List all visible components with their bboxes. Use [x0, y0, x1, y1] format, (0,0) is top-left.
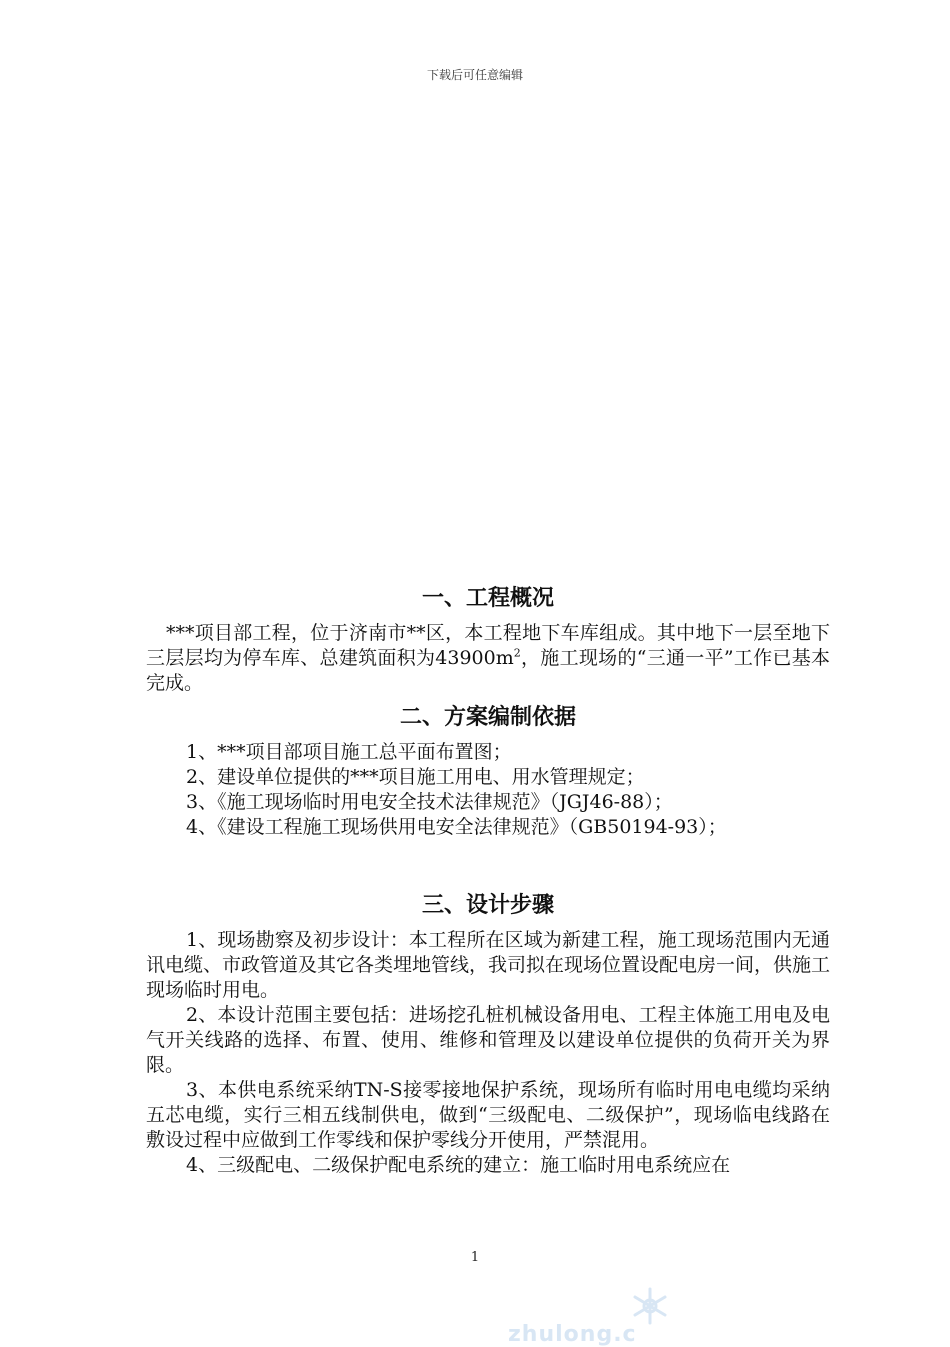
page-number: 1 [470, 1250, 480, 1265]
section-title-design-steps: 三、设计步骤 [421, 892, 554, 918]
design-step-2: 2、本设计范围主要包括：进场挖孔桩机械设备用电、工程主体施工用电及电气开关线路的选择、布置、使用、维修和管理及以建设单位提供的负荷开关为界限。 [146, 1004, 830, 1076]
basis-item-2: 2、建设单位提供的***项目施工用电、用水管理规定； [186, 766, 645, 788]
section-title-basis: 二、方案编制依据 [399, 704, 576, 730]
watermark-text: zhulong.c [508, 1322, 637, 1347]
design-step-4: 4、三级配电、二级保护配电系统的建立：施工临时用电系统应在 [186, 1154, 731, 1176]
basis-item-3: 3、《施工现场临时用电安全技术法律规范》（JGJ46-88）； [186, 791, 673, 813]
basis-item-4: 4、《建设工程施工现场供用电安全法律规范》（GB50194-93）； [186, 816, 727, 838]
document-body [146, 583, 830, 1178]
watermark [508, 1282, 708, 1347]
overview-text-pre: ***项目部工程，位于济南市**区，本工程地下车库组成。其中地下一层至地下三层层均为停车库、总建筑面积为43900m [146, 622, 830, 669]
page-header-note: 下载后可任意编辑 [426, 68, 523, 82]
design-step-1: 1、现场勘察及初步设计：本工程所在区域为新建工程，施工现场范围内无通讯电缆、市政管道及其它各类埋地管线，我司拟在现场位置设配电房一间，供施工现场临时用电。 [146, 929, 831, 1001]
section-title-overview: 一、工程概况 [421, 585, 554, 611]
snowflake-logo-icon [630, 1286, 670, 1326]
overview-superscript: 2 [513, 646, 521, 660]
overview-paragraph [146, 621, 830, 696]
overview-text-post: ，施工现场的“三通一平”工作已基本完成。 [146, 647, 830, 694]
basis-item-1: 1、***项目部项目施工总平面布置图； [186, 741, 512, 763]
design-step-3: 3、本供电系统采纳TN-S接零接地保护系统，现场所有临时用电电缆均采纳五芯电缆，实行三相五线制供电，做到“三级配电、二级保护”，现场临电线路在敷设过程中应做到工作零线和保护零线分开使用，严禁混用。 [146, 1079, 830, 1151]
